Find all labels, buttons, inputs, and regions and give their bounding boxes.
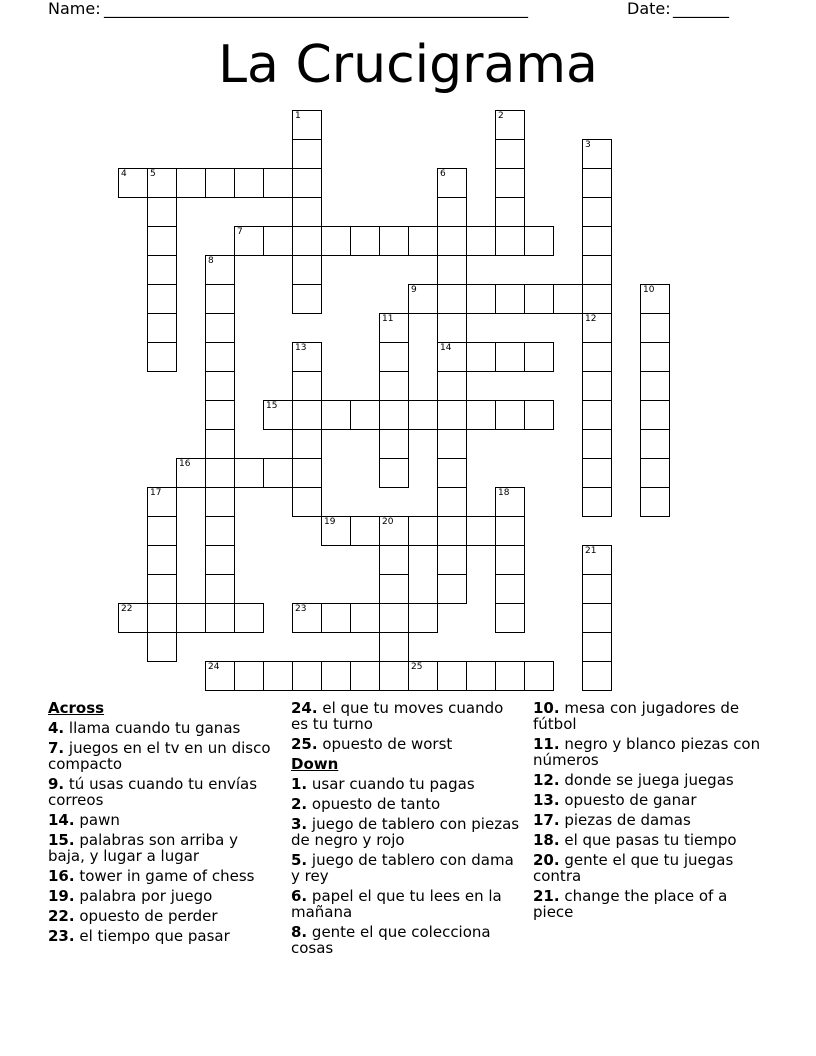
clue-item-number: 25. (291, 735, 318, 753)
grid-cell[interactable] (234, 661, 264, 691)
clue-number: 5 (150, 169, 156, 179)
grid-cell[interactable] (205, 371, 235, 401)
grid-cell[interactable] (495, 110, 525, 140)
grid-cell[interactable] (350, 661, 380, 691)
grid-cell[interactable] (495, 545, 525, 575)
name-field[interactable]: _____________________________________________________ (104, 0, 528, 18)
grid-cell[interactable] (321, 661, 351, 691)
grid-cell[interactable] (437, 284, 467, 314)
clue-number: 8 (208, 256, 214, 266)
grid-cell[interactable] (437, 197, 467, 227)
clue-number: 19 (324, 517, 336, 527)
grid-cell[interactable] (640, 458, 670, 488)
grid-cell[interactable] (640, 371, 670, 401)
grid-cell[interactable] (379, 371, 409, 401)
clue-number: 21 (585, 546, 597, 556)
grid-cell[interactable] (321, 516, 351, 546)
clue-item-text: gente el que tu juegas contra (533, 851, 734, 885)
clue-number: 18 (498, 488, 510, 498)
clue-number: 1 (295, 111, 301, 121)
page-title: La Crucigrama (218, 35, 598, 95)
grid-cell[interactable] (234, 603, 264, 633)
clue-item (48, 740, 278, 772)
clue-item-number: 19. (48, 887, 75, 905)
grid-cell[interactable] (524, 226, 554, 256)
grid-cell[interactable] (205, 400, 235, 430)
clue-item-text: mesa con jugadores de fútbol (533, 699, 740, 733)
clue-item-number: 6. (291, 887, 308, 905)
clue-number: 23 (295, 604, 307, 614)
grid-cell[interactable] (147, 255, 177, 285)
grid-cell[interactable] (495, 487, 525, 517)
clue-item (48, 720, 278, 736)
clue-item-text: palabra por juego (79, 887, 213, 905)
grid-cell[interactable] (263, 661, 293, 691)
grid-cell[interactable] (582, 661, 612, 691)
grid-cell[interactable] (437, 574, 467, 604)
clue-item-text: opuesto de ganar (564, 791, 697, 809)
clue-item-number: 15. (48, 831, 75, 849)
clue-item-number: 8. (291, 923, 308, 941)
grid-cell[interactable] (466, 284, 496, 314)
name-label: Name: (48, 0, 101, 18)
grid-cell[interactable] (292, 429, 322, 459)
date-label: Date: (627, 0, 671, 18)
grid-cell[interactable] (582, 139, 612, 169)
clue-number: 15 (266, 401, 278, 411)
clue-number: 13 (295, 343, 307, 353)
clue-item-number: 13. (533, 791, 560, 809)
grid-cell[interactable] (495, 661, 525, 691)
clue-item (291, 816, 521, 848)
clue-item (291, 736, 521, 752)
clue-item-text: piezas de damas (564, 811, 691, 829)
grid-cell[interactable] (495, 342, 525, 372)
grid-cell[interactable] (379, 661, 409, 691)
clue-item-number: 4. (48, 719, 65, 737)
grid-cell[interactable] (292, 197, 322, 227)
grid-cell[interactable] (263, 400, 293, 430)
grid-cell[interactable] (466, 342, 496, 372)
clue-number: 22 (121, 604, 133, 614)
clue-column-2 (291, 700, 521, 960)
clue-item-number: 17. (533, 811, 560, 829)
clue-item (291, 700, 521, 732)
grid-cell[interactable] (321, 226, 351, 256)
clue-number: 14 (440, 343, 452, 353)
grid-cell[interactable] (292, 371, 322, 401)
grid-cell[interactable] (437, 168, 467, 198)
grid-cell[interactable] (292, 603, 322, 633)
grid-cell[interactable] (350, 400, 380, 430)
grid-cell[interactable] (437, 400, 467, 430)
grid-cell[interactable] (350, 226, 380, 256)
grid-cell[interactable] (205, 429, 235, 459)
clue-item-number: 11. (533, 735, 560, 753)
grid-cell[interactable] (147, 284, 177, 314)
clue-item-number: 16. (48, 867, 75, 885)
grid-cell[interactable] (640, 284, 670, 314)
grid-cell[interactable] (205, 661, 235, 691)
grid-cell[interactable] (408, 400, 438, 430)
clue-item-text: juego de tablero con piezas de negro y rojo (291, 815, 520, 849)
clue-item-text: usar cuando tu pagas (311, 775, 475, 793)
grid-cell[interactable] (408, 284, 438, 314)
clue-item (291, 924, 521, 956)
clue-item-number: 10. (533, 699, 560, 717)
grid-cell[interactable] (582, 342, 612, 372)
clue-column-3 (533, 700, 768, 924)
grid-cell[interactable] (234, 226, 264, 256)
clue-item-number: 24. (291, 699, 318, 717)
grid-cell[interactable] (147, 632, 177, 662)
grid-cell[interactable] (495, 284, 525, 314)
grid-cell[interactable] (582, 574, 612, 604)
clue-item-text: el que tu moves cuando es tu turno (291, 699, 504, 733)
grid-cell[interactable] (292, 661, 322, 691)
grid-cell[interactable] (437, 545, 467, 575)
clue-item-text: tower in game of chess (79, 867, 255, 885)
grid-cell[interactable] (640, 429, 670, 459)
grid-cell[interactable] (524, 400, 554, 430)
grid-cell[interactable] (176, 603, 206, 633)
clue-item-text: gente el que colecciona cosas (291, 923, 491, 957)
grid-cell[interactable] (582, 371, 612, 401)
grid-cell[interactable] (205, 313, 235, 343)
grid-cell[interactable] (466, 226, 496, 256)
grid-cell[interactable] (408, 516, 438, 546)
grid-cell[interactable] (640, 342, 670, 372)
grid-cell[interactable] (350, 603, 380, 633)
clue-item (291, 852, 521, 884)
grid-cell[interactable] (582, 603, 612, 633)
grid-cell[interactable] (379, 429, 409, 459)
clue-item-number: 2. (291, 795, 308, 813)
grid-cell[interactable] (292, 284, 322, 314)
grid-cell[interactable] (205, 516, 235, 546)
clue-item-text: papel el que tu lees en la mañana (291, 887, 502, 921)
grid-cell[interactable] (118, 603, 148, 633)
clue-item-number: 9. (48, 775, 65, 793)
grid-cell[interactable] (292, 226, 322, 256)
grid-cell[interactable] (437, 516, 467, 546)
grid-cell[interactable] (205, 458, 235, 488)
grid-cell[interactable] (176, 458, 206, 488)
grid-cell[interactable] (292, 255, 322, 285)
clue-number: 16 (179, 459, 191, 469)
grid-cell[interactable] (582, 632, 612, 662)
grid-cell[interactable] (437, 458, 467, 488)
grid-cell[interactable] (582, 284, 612, 314)
clue-item-text: negro y blanco piezas con números (533, 735, 761, 769)
clue-item-text: palabras son arriba y baja, y lugar a lugar (48, 831, 238, 865)
clue-item-text: change the place of a piece (533, 887, 728, 921)
grid-cell[interactable] (263, 226, 293, 256)
grid-cell[interactable] (205, 487, 235, 517)
clue-item (48, 868, 278, 884)
grid-cell[interactable] (350, 516, 380, 546)
clue-item (48, 776, 278, 808)
clue-item-number: 20. (533, 851, 560, 869)
grid-cell[interactable] (379, 226, 409, 256)
grid-cell[interactable] (147, 487, 177, 517)
grid-cell[interactable] (234, 168, 264, 198)
grid-cell[interactable] (437, 226, 467, 256)
grid-cell[interactable] (379, 516, 409, 546)
clue-number: 4 (121, 169, 127, 179)
grid-cell[interactable] (147, 516, 177, 546)
clue-item-number: 21. (533, 887, 560, 905)
clue-number: 11 (382, 314, 394, 324)
clue-item-text: pawn (79, 811, 120, 829)
grid-cell[interactable] (495, 197, 525, 227)
clue-item-number: 7. (48, 739, 65, 757)
grid-cell[interactable] (147, 342, 177, 372)
clue-item-text: llama cuando tu ganas (68, 719, 241, 737)
grid-cell[interactable] (582, 487, 612, 517)
clue-item-text: opuesto de worst (322, 735, 453, 753)
grid-cell[interactable] (582, 400, 612, 430)
grid-cell[interactable] (292, 168, 322, 198)
grid-cell[interactable] (292, 400, 322, 430)
grid-cell[interactable] (437, 429, 467, 459)
clue-item (48, 908, 278, 924)
clue-item (48, 888, 278, 904)
grid-cell[interactable] (524, 284, 554, 314)
grid-cell[interactable] (408, 661, 438, 691)
grid-cell[interactable] (379, 400, 409, 430)
grid-cell[interactable] (205, 168, 235, 198)
grid-cell[interactable] (582, 197, 612, 227)
clue-item-text: juegos en el tv en un disco compacto (48, 739, 271, 773)
grid-cell[interactable] (582, 545, 612, 575)
clue-number: 25 (411, 662, 423, 672)
clue-item-text: tú usas cuando tu envías correos (48, 775, 258, 809)
grid-cell[interactable] (147, 603, 177, 633)
grid-cell[interactable] (466, 516, 496, 546)
grid-cell[interactable] (582, 255, 612, 285)
clue-number: 12 (585, 314, 597, 324)
clue-number: 10 (643, 285, 655, 295)
grid-cell[interactable] (466, 661, 496, 691)
grid-cell[interactable] (263, 168, 293, 198)
grid-cell[interactable] (205, 342, 235, 372)
grid-cell[interactable] (495, 139, 525, 169)
grid-cell[interactable] (176, 168, 206, 198)
grid-cell[interactable] (205, 574, 235, 604)
clue-item (291, 776, 521, 792)
across-heading: Across (48, 699, 105, 717)
grid-cell[interactable] (205, 545, 235, 575)
grid-cell[interactable] (292, 110, 322, 140)
clue-item (48, 928, 278, 944)
date-field[interactable]: _______ (673, 0, 729, 18)
grid-cell[interactable] (234, 458, 264, 488)
grid-cell[interactable] (147, 313, 177, 343)
grid-cell[interactable] (437, 255, 467, 285)
grid-cell[interactable] (263, 458, 293, 488)
clue-item-number: 12. (533, 771, 560, 789)
grid-cell[interactable] (147, 574, 177, 604)
grid-cell[interactable] (321, 400, 351, 430)
grid-cell[interactable] (437, 313, 467, 343)
grid-cell[interactable] (582, 313, 612, 343)
clue-number: 9 (411, 285, 417, 295)
grid-cell[interactable] (379, 458, 409, 488)
clue-number: 2 (498, 111, 504, 121)
grid-cell[interactable] (147, 168, 177, 198)
clue-item (533, 736, 768, 768)
clue-item (48, 832, 278, 864)
clue-item (533, 700, 768, 732)
clue-item-number: 14. (48, 811, 75, 829)
grid-cell[interactable] (292, 458, 322, 488)
clue-item (533, 792, 768, 808)
clue-item-text: donde se juega juegas (564, 771, 734, 789)
grid-cell[interactable] (379, 574, 409, 604)
grid-cell[interactable] (437, 487, 467, 517)
grid-cell[interactable] (408, 603, 438, 633)
grid-cell[interactable] (640, 487, 670, 517)
down-heading: Down (291, 755, 339, 773)
clue-item (533, 832, 768, 848)
grid-cell[interactable] (466, 400, 496, 430)
clue-number: 7 (237, 227, 243, 237)
grid-cell[interactable] (640, 313, 670, 343)
clue-item-number: 23. (48, 927, 75, 945)
grid-cell[interactable] (495, 516, 525, 546)
grid-cell[interactable] (495, 226, 525, 256)
grid-cell[interactable] (437, 661, 467, 691)
clue-item (291, 888, 521, 920)
grid-cell[interactable] (379, 545, 409, 575)
grid-cell[interactable] (379, 632, 409, 662)
clue-item-text: el tiempo que pasar (79, 927, 230, 945)
grid-cell[interactable] (118, 168, 148, 198)
grid-cell[interactable] (524, 342, 554, 372)
grid-cell[interactable] (408, 226, 438, 256)
grid-cell[interactable] (524, 661, 554, 691)
clue-item-number: 1. (291, 775, 308, 793)
clue-item-text: opuesto de tanto (311, 795, 441, 813)
grid-cell[interactable] (582, 226, 612, 256)
grid-cell[interactable] (582, 168, 612, 198)
grid-cell[interactable] (582, 458, 612, 488)
clue-item (291, 796, 521, 812)
clue-item-text: el que pasas tu tiempo (564, 831, 737, 849)
clue-item-text: opuesto de perder (79, 907, 218, 925)
grid-cell[interactable] (379, 313, 409, 343)
clue-number: 24 (208, 662, 220, 672)
grid-cell[interactable] (205, 284, 235, 314)
clue-number: 6 (440, 169, 446, 179)
grid-cell[interactable] (379, 603, 409, 633)
grid-cell[interactable] (379, 342, 409, 372)
clue-item-number: 5. (291, 851, 308, 869)
clue-number: 20 (382, 517, 394, 527)
clue-item (533, 812, 768, 828)
clue-item-number: 3. (291, 815, 308, 833)
clue-item (533, 888, 768, 920)
grid-cell[interactable] (495, 168, 525, 198)
grid-cell[interactable] (147, 197, 177, 227)
grid-cell[interactable] (292, 487, 322, 517)
clue-item-text: juego de tablero con dama y rey (291, 851, 514, 885)
grid-cell[interactable] (640, 400, 670, 430)
clue-item (48, 812, 278, 828)
clue-number: 17 (150, 488, 162, 498)
grid-cell[interactable] (495, 400, 525, 430)
grid-cell[interactable] (205, 255, 235, 285)
grid-cell[interactable] (147, 226, 177, 256)
grid-cell[interactable] (292, 342, 322, 372)
clue-number: 3 (585, 140, 591, 150)
clue-item (533, 852, 768, 884)
grid-cell[interactable] (292, 139, 322, 169)
clue-item-number: 22. (48, 907, 75, 925)
grid-cell[interactable] (147, 545, 177, 575)
grid-cell[interactable] (495, 574, 525, 604)
grid-cell[interactable] (437, 342, 467, 372)
grid-cell[interactable] (437, 371, 467, 401)
grid-cell[interactable] (582, 429, 612, 459)
grid-cell[interactable] (205, 603, 235, 633)
clue-item (533, 772, 768, 788)
grid-cell[interactable] (495, 603, 525, 633)
grid-cell[interactable] (321, 603, 351, 633)
grid-cell[interactable] (553, 284, 583, 314)
clue-column-1 (48, 700, 278, 948)
clue-item-number: 18. (533, 831, 560, 849)
